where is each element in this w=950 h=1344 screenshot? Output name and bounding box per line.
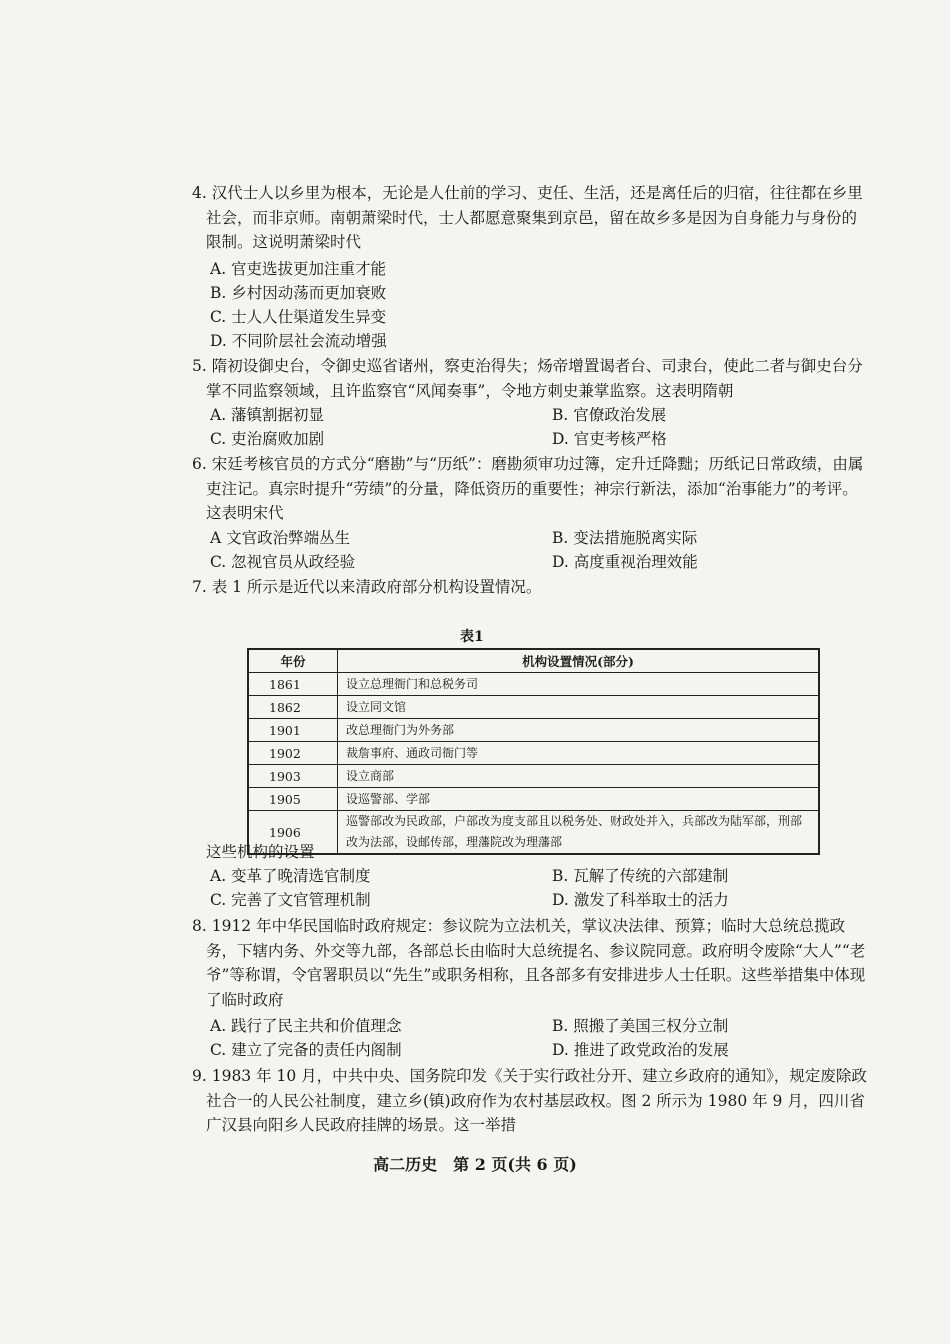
q8-option-c: C. 建立了完备的责任内阁制 bbox=[210, 1041, 402, 1059]
q5-option-c: C. 吏治腐败加剧 bbox=[210, 430, 325, 448]
question-4-stem: 4. 汉代士人以乡里为根本，无论是人仕前的学习、吏任、生活，还是离任后的归宿，往往都在乡里社会，而非京师。南朝萧梁时代，士人都愿意聚集到京邑，留在故乡多是因为自身能力与身份的限制。这说明萧梁时代 bbox=[192, 184, 863, 251]
q5-option-b: B. 官僚政治发展 bbox=[552, 406, 667, 424]
table-row bbox=[248, 742, 819, 765]
table-header-year: 年份 bbox=[248, 649, 338, 673]
table-row bbox=[248, 719, 819, 742]
question-9 bbox=[192, 1064, 872, 1138]
table-row bbox=[248, 811, 819, 855]
question-8-stem: 8. 1912 年中华民国临时政府规定：参议院为立法机关，掌议决法律、预算；临时大总统总揽政务，下辖内务、外交等九部，各部总长由临时大总统提名、参议院同意。政府明令废除“大人”“老爷”等称谓，令官署职员以“先生”或职务相称，且各部多有安排进步人士任职。这些举措集中体现了临时政府 bbox=[192, 917, 866, 1009]
table-cell-year: 1861 bbox=[248, 673, 338, 696]
q4-option-c: C. 士人人仕渠道发生异变 bbox=[210, 308, 387, 326]
question-7 bbox=[192, 575, 872, 600]
q6-option-c: C. 忽视官员从政经验 bbox=[210, 553, 356, 571]
question-4 bbox=[192, 181, 872, 255]
table-cell-desc: 改总理衙门为外务部 bbox=[338, 719, 820, 742]
table-row bbox=[248, 696, 819, 719]
table-cell-year: 1905 bbox=[248, 788, 338, 811]
q7-option-d: D. 激发了科举取士的活力 bbox=[552, 891, 729, 909]
table-cell-desc: 巡警部改为民政部，户部改为度支部且以税务处、财政处并入，兵部改为陆军部，刑部改为法部，设邮传部，理藩院改为理藩部 bbox=[338, 811, 820, 855]
table-cell-year: 1906 bbox=[248, 811, 338, 855]
q7-option-b: B. 瓦解了传统的六部建制 bbox=[552, 867, 729, 885]
table-header-row bbox=[248, 649, 819, 673]
q7-option-a: A. 变革了晚清选官制度 bbox=[210, 867, 371, 885]
q4-option-b: B. 乡村因动荡而更加衰败 bbox=[210, 284, 387, 302]
table-cell-desc: 设巡警部、学部 bbox=[338, 788, 820, 811]
question-8 bbox=[192, 914, 872, 1012]
table-cell-year: 1903 bbox=[248, 765, 338, 788]
question-9-stem: 9. 1983 年 10 月，中共中央、国务院印发《关于实行政社分开、建立乡政府的通知》，规定废除政社合一的人民公社制度，建立乡(镇)政府作为农村基层政权。图 2 所示为 1980 年 9 月，四川省广汉县向阳乡人民政府挂牌的场景。这一举措 bbox=[192, 1067, 867, 1134]
table-caption: 表1 bbox=[460, 629, 484, 645]
question-5 bbox=[192, 354, 872, 403]
q7-option-c: C. 完善了文官管理机制 bbox=[210, 891, 371, 909]
table-cell-desc: 设立总理衙门和总税务司 bbox=[338, 673, 820, 696]
institution-table bbox=[247, 648, 820, 855]
table-row bbox=[248, 788, 819, 811]
table-row bbox=[248, 765, 819, 788]
table-cell-year: 1862 bbox=[248, 696, 338, 719]
q6-option-b: B. 变法措施脱离实际 bbox=[552, 529, 698, 547]
table-cell-desc: 设立商部 bbox=[338, 765, 820, 788]
question-6-stem: 6. 宋廷考核官员的方式分“磨勘”与“历纸”：磨勘须审功过簿，定升迁降黜；历纸记日常政绩，由属吏注记。真宗时提升“劳绩”的分量，降低资历的重要性；神宗行新法，添加“治事能力”的考评。这表明宋代 bbox=[192, 455, 864, 522]
q4-option-d: D. 不同阶层社会流动增强 bbox=[210, 332, 387, 350]
q6-option-d: D. 高度重视治理效能 bbox=[552, 553, 698, 571]
q8-option-d: D. 推进了政党政治的发展 bbox=[552, 1041, 729, 1059]
page-footer: 高二历史 第 2 页(共 6 页) bbox=[373, 1155, 577, 1174]
q8-option-a: A. 践行了民主共和价值理念 bbox=[210, 1017, 402, 1035]
q6-option-a: A 文官政治弊端丛生 bbox=[210, 529, 351, 547]
question-6 bbox=[192, 452, 872, 526]
q5-option-a: A. 藩镇割据初显 bbox=[210, 406, 325, 424]
table-cell-year: 1901 bbox=[248, 719, 338, 742]
q8-option-b: B. 照搬了美国三权分立制 bbox=[552, 1017, 729, 1035]
table-row bbox=[248, 673, 819, 696]
table-cell-desc: 设立同文馆 bbox=[338, 696, 820, 719]
table-header-desc: 机构设置情况(部分) bbox=[338, 649, 820, 673]
table-cell-year: 1902 bbox=[248, 742, 338, 765]
question-7-stem: 7. 表 1 所示是近代以来清政府部分机构设置情况。 bbox=[192, 578, 542, 596]
question-5-stem: 5. 隋初设御史台，令御史巡省诸州，察吏治得失；炀帝增置谒者台、司隶台，使此二者与御史台分掌不同监察领域，且许监察官“风闻奏事”，令地方刺史兼掌监察。这表明隋朝 bbox=[192, 357, 863, 400]
q7-lead: 这些机构的设置 bbox=[206, 843, 315, 861]
q4-option-a: A. 官吏选拔更加注重才能 bbox=[210, 260, 387, 278]
q5-option-d: D. 官吏考核严格 bbox=[552, 430, 667, 448]
table-cell-desc: 裁詹事府、通政司衙门等 bbox=[338, 742, 820, 765]
